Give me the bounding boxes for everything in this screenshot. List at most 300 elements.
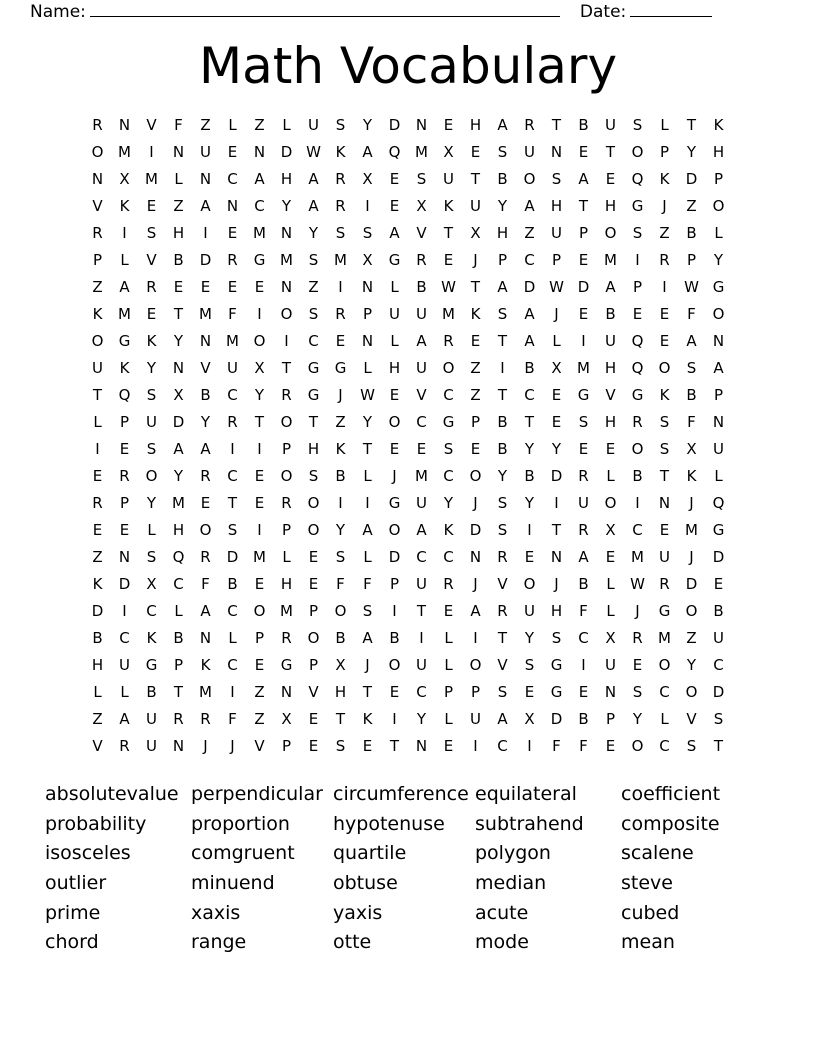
grid-cell[interactable]: A	[362, 629, 373, 647]
grid-cell[interactable]: S	[686, 737, 697, 755]
grid-cell[interactable]: E	[632, 656, 643, 674]
grid-cell[interactable]: E	[470, 440, 481, 458]
grid-cell[interactable]: P	[713, 386, 724, 404]
grid-cell[interactable]: T	[578, 197, 589, 215]
word-list-item[interactable]: comgruent	[191, 842, 295, 865]
grid-cell[interactable]: A	[119, 710, 130, 728]
grid-cell[interactable]: S	[416, 170, 427, 188]
grid-cell[interactable]: S	[632, 116, 643, 134]
word-list-item[interactable]: polygon	[475, 842, 551, 865]
grid-cell[interactable]: P	[281, 521, 292, 539]
word-list-item[interactable]: chord	[45, 931, 99, 954]
grid-cell[interactable]: O	[388, 656, 401, 674]
grid-cell[interactable]: Q	[631, 332, 644, 350]
grid-cell[interactable]: M	[415, 467, 428, 485]
grid-cell[interactable]: L	[174, 170, 183, 188]
grid-cell[interactable]: K	[119, 359, 130, 377]
grid-cell[interactable]: E	[470, 332, 481, 350]
grid-cell[interactable]: N	[550, 548, 563, 566]
grid-cell[interactable]: T	[605, 143, 616, 161]
grid-cell[interactable]: Z	[659, 224, 670, 242]
grid-cell[interactable]: L	[390, 332, 399, 350]
grid-cell[interactable]: S	[659, 413, 670, 431]
grid-cell[interactable]: U	[524, 143, 535, 161]
grid-cell[interactable]: I	[635, 494, 640, 512]
grid-cell[interactable]: S	[497, 494, 508, 512]
grid-cell[interactable]: B	[578, 575, 589, 593]
grid-cell[interactable]: I	[473, 737, 478, 755]
grid-cell[interactable]: S	[497, 305, 508, 323]
grid-cell[interactable]: I	[365, 197, 370, 215]
grid-cell[interactable]: Q	[631, 170, 644, 188]
grid-cell[interactable]: I	[203, 224, 208, 242]
grid-cell[interactable]: Z	[254, 116, 265, 134]
grid-cell[interactable]: S	[686, 359, 697, 377]
grid-cell[interactable]: N	[91, 170, 104, 188]
grid-cell[interactable]: R	[335, 170, 346, 188]
grid-cell[interactable]: C	[416, 413, 427, 431]
grid-cell[interactable]: C	[497, 737, 508, 755]
grid-cell[interactable]: S	[713, 710, 724, 728]
grid-cell[interactable]: S	[146, 440, 157, 458]
grid-cell[interactable]: C	[659, 737, 670, 755]
grid-cell[interactable]: X	[146, 575, 157, 593]
grid-cell[interactable]: N	[199, 170, 212, 188]
grid-cell[interactable]: F	[552, 737, 561, 755]
grid-cell[interactable]: U	[470, 710, 481, 728]
grid-cell[interactable]: Q	[172, 548, 185, 566]
grid-cell[interactable]: N	[469, 548, 482, 566]
grid-cell[interactable]: O	[631, 737, 644, 755]
grid-cell[interactable]: C	[227, 656, 238, 674]
word-list-item[interactable]: proportion	[191, 812, 290, 835]
grid-cell[interactable]: J	[689, 548, 694, 566]
grid-cell[interactable]: O	[685, 683, 698, 701]
grid-cell[interactable]: U	[92, 359, 103, 377]
grid-cell[interactable]: G	[334, 359, 347, 377]
grid-cell[interactable]: T	[281, 359, 292, 377]
grid-cell[interactable]: C	[227, 602, 238, 620]
word-list-item[interactable]: subtrahend	[475, 812, 584, 835]
grid-cell[interactable]: R	[443, 332, 454, 350]
grid-cell[interactable]: V	[254, 737, 265, 755]
grid-cell[interactable]: S	[308, 251, 319, 269]
grid-cell[interactable]: U	[443, 170, 454, 188]
grid-cell[interactable]: E	[389, 683, 400, 701]
grid-cell[interactable]: B	[92, 629, 103, 647]
grid-cell[interactable]: N	[199, 332, 212, 350]
grid-cell[interactable]: I	[527, 521, 532, 539]
grid-cell[interactable]: P	[119, 494, 130, 512]
grid-cell[interactable]: U	[713, 629, 724, 647]
grid-cell[interactable]: O	[631, 440, 644, 458]
grid-cell[interactable]: B	[497, 413, 508, 431]
grid-cell[interactable]: E	[335, 332, 346, 350]
word-list-item[interactable]: range	[191, 931, 247, 954]
grid-cell[interactable]: Y	[173, 467, 184, 485]
word-list-item[interactable]: otte	[333, 931, 372, 954]
date-write-line[interactable]	[630, 3, 712, 17]
grid-cell[interactable]: R	[524, 116, 535, 134]
grid-cell[interactable]: Y	[281, 197, 292, 215]
grid-cell[interactable]: C	[443, 467, 454, 485]
grid-cell[interactable]: J	[203, 737, 208, 755]
grid-cell[interactable]: O	[604, 494, 617, 512]
grid-cell[interactable]: U	[551, 224, 562, 242]
grid-cell[interactable]: D	[550, 710, 563, 728]
grid-cell[interactable]: P	[551, 251, 562, 269]
grid-cell[interactable]: E	[389, 197, 400, 215]
grid-cell[interactable]: U	[416, 305, 427, 323]
grid-cell[interactable]: I	[95, 440, 100, 458]
grid-cell[interactable]: E	[362, 737, 373, 755]
grid-cell[interactable]: L	[606, 467, 615, 485]
grid-cell[interactable]: M	[199, 305, 212, 323]
grid-cell[interactable]: X	[605, 629, 616, 647]
grid-cell[interactable]: A	[497, 710, 508, 728]
grid-cell[interactable]: O	[280, 413, 293, 431]
grid-cell[interactable]: W	[441, 278, 456, 296]
grid-cell[interactable]: X	[173, 386, 184, 404]
grid-cell[interactable]: M	[118, 143, 131, 161]
grid-cell[interactable]: U	[416, 359, 427, 377]
grid-cell[interactable]: L	[363, 359, 372, 377]
grid-cell[interactable]: O	[280, 305, 293, 323]
grid-cell[interactable]: E	[632, 305, 643, 323]
grid-cell[interactable]: G	[712, 521, 725, 539]
grid-cell[interactable]: P	[92, 251, 103, 269]
grid-cell[interactable]: G	[307, 386, 320, 404]
grid-cell[interactable]: V	[92, 197, 103, 215]
word-list-item[interactable]: yaxis	[333, 901, 383, 924]
grid-cell[interactable]: K	[659, 170, 670, 188]
grid-cell[interactable]: W	[306, 143, 321, 161]
grid-cell[interactable]: R	[281, 629, 292, 647]
grid-cell[interactable]: E	[92, 521, 103, 539]
grid-cell[interactable]: L	[228, 116, 237, 134]
grid-cell[interactable]: P	[362, 305, 373, 323]
grid-cell[interactable]: U	[227, 359, 238, 377]
grid-cell[interactable]: C	[146, 602, 157, 620]
grid-cell[interactable]: P	[605, 710, 616, 728]
grid-cell[interactable]: F	[174, 116, 183, 134]
grid-cell[interactable]: B	[200, 386, 211, 404]
grid-cell[interactable]: B	[578, 710, 589, 728]
grid-cell[interactable]: X	[119, 170, 130, 188]
grid-cell[interactable]: F	[228, 710, 237, 728]
grid-cell[interactable]: D	[469, 521, 482, 539]
word-list-item[interactable]: hypotenuse	[333, 812, 445, 835]
grid-cell[interactable]: V	[497, 656, 508, 674]
grid-cell[interactable]: T	[551, 116, 562, 134]
name-write-line[interactable]	[90, 3, 560, 17]
grid-cell[interactable]: G	[118, 332, 131, 350]
grid-cell[interactable]: U	[713, 440, 724, 458]
grid-cell[interactable]: G	[253, 251, 266, 269]
grid-cell[interactable]: V	[416, 386, 427, 404]
word-list-item[interactable]: absolutevalue	[45, 783, 179, 805]
grid-cell[interactable]: K	[335, 143, 346, 161]
grid-cell[interactable]: J	[365, 656, 370, 674]
grid-cell[interactable]: A	[200, 197, 211, 215]
grid-cell[interactable]: F	[579, 737, 588, 755]
grid-cell[interactable]: N	[253, 143, 266, 161]
grid-cell[interactable]: E	[443, 602, 454, 620]
grid-cell[interactable]: U	[416, 575, 427, 593]
grid-cell[interactable]: L	[282, 116, 291, 134]
grid-cell[interactable]: E	[659, 521, 670, 539]
grid-cell[interactable]: C	[524, 386, 535, 404]
grid-cell[interactable]: H	[307, 440, 320, 458]
grid-cell[interactable]: R	[335, 197, 346, 215]
grid-cell[interactable]: G	[631, 197, 644, 215]
grid-cell[interactable]: L	[147, 521, 156, 539]
grid-cell[interactable]: K	[443, 521, 454, 539]
grid-cell[interactable]: L	[606, 602, 615, 620]
grid-cell[interactable]: G	[388, 494, 401, 512]
grid-cell[interactable]: G	[631, 386, 644, 404]
grid-cell[interactable]: R	[200, 710, 211, 728]
grid-cell[interactable]: X	[416, 197, 427, 215]
grid-cell[interactable]: C	[173, 575, 184, 593]
grid-cell[interactable]: K	[362, 710, 373, 728]
grid-cell[interactable]: N	[199, 629, 212, 647]
grid-cell[interactable]: B	[713, 602, 724, 620]
grid-cell[interactable]: M	[172, 494, 185, 512]
grid-cell[interactable]: H	[550, 197, 563, 215]
grid-cell[interactable]: K	[92, 305, 103, 323]
grid-cell[interactable]: O	[91, 143, 104, 161]
grid-cell[interactable]: S	[227, 521, 238, 539]
grid-cell[interactable]: N	[172, 359, 185, 377]
grid-cell[interactable]: C	[524, 251, 535, 269]
grid-cell[interactable]: H	[334, 683, 347, 701]
grid-cell[interactable]: I	[149, 143, 154, 161]
grid-cell[interactable]: Y	[146, 359, 157, 377]
grid-cell[interactable]: E	[578, 143, 589, 161]
grid-cell[interactable]: D	[550, 467, 563, 485]
grid-cell[interactable]: P	[632, 278, 643, 296]
grid-cell[interactable]: G	[658, 602, 671, 620]
grid-cell[interactable]: X	[335, 656, 346, 674]
grid-cell[interactable]: M	[280, 602, 293, 620]
grid-cell[interactable]: Z	[470, 359, 481, 377]
grid-cell[interactable]: C	[443, 548, 454, 566]
grid-cell[interactable]: E	[578, 305, 589, 323]
grid-cell[interactable]: E	[308, 548, 319, 566]
grid-cell[interactable]: U	[200, 143, 211, 161]
grid-cell[interactable]: X	[551, 359, 562, 377]
grid-cell[interactable]: Y	[551, 440, 562, 458]
grid-cell[interactable]: Y	[443, 494, 454, 512]
grid-cell[interactable]: K	[119, 197, 130, 215]
grid-cell[interactable]: E	[713, 575, 724, 593]
grid-cell[interactable]: A	[497, 278, 508, 296]
grid-cell[interactable]: R	[659, 575, 670, 593]
grid-cell[interactable]: H	[712, 143, 725, 161]
grid-cell[interactable]: L	[714, 467, 723, 485]
grid-cell[interactable]: E	[227, 224, 238, 242]
grid-cell[interactable]: C	[659, 683, 670, 701]
grid-cell[interactable]: A	[308, 197, 319, 215]
grid-cell[interactable]: S	[146, 224, 157, 242]
grid-cell[interactable]: L	[714, 224, 723, 242]
grid-cell[interactable]: D	[685, 170, 698, 188]
grid-cell[interactable]: Y	[497, 467, 508, 485]
grid-cell[interactable]: L	[120, 251, 129, 269]
grid-cell[interactable]: C	[713, 656, 724, 674]
grid-cell[interactable]: R	[335, 305, 346, 323]
grid-cell[interactable]: A	[578, 170, 589, 188]
grid-cell[interactable]: B	[524, 359, 535, 377]
grid-cell[interactable]: Z	[524, 224, 535, 242]
grid-cell[interactable]: X	[254, 359, 265, 377]
grid-cell[interactable]: E	[254, 467, 265, 485]
grid-cell[interactable]: M	[334, 251, 347, 269]
grid-cell[interactable]: E	[200, 494, 211, 512]
grid-cell[interactable]: H	[280, 170, 293, 188]
grid-cell[interactable]: V	[416, 224, 427, 242]
grid-cell[interactable]: Y	[308, 224, 319, 242]
grid-cell[interactable]: B	[227, 575, 238, 593]
grid-cell[interactable]: E	[254, 278, 265, 296]
grid-cell[interactable]: D	[172, 413, 185, 431]
grid-cell[interactable]: R	[281, 386, 292, 404]
grid-cell[interactable]: I	[527, 737, 532, 755]
grid-cell[interactable]: R	[578, 467, 589, 485]
grid-cell[interactable]: O	[604, 224, 617, 242]
grid-cell[interactable]: I	[284, 332, 289, 350]
grid-cell[interactable]: P	[443, 683, 454, 701]
grid-cell[interactable]: M	[658, 629, 671, 647]
grid-cell[interactable]: I	[122, 224, 127, 242]
grid-cell[interactable]: A	[254, 170, 265, 188]
grid-cell[interactable]: T	[497, 629, 508, 647]
grid-cell[interactable]: H	[91, 656, 104, 674]
grid-cell[interactable]: B	[686, 224, 697, 242]
grid-cell[interactable]: Z	[308, 278, 319, 296]
grid-cell[interactable]: U	[578, 494, 589, 512]
grid-cell[interactable]: C	[254, 197, 265, 215]
grid-cell[interactable]: Z	[686, 629, 697, 647]
grid-cell[interactable]: N	[118, 116, 131, 134]
grid-cell[interactable]: R	[119, 737, 130, 755]
grid-cell[interactable]: B	[416, 278, 427, 296]
grid-cell[interactable]: R	[92, 116, 103, 134]
grid-cell[interactable]: H	[604, 359, 617, 377]
grid-cell[interactable]: Y	[173, 332, 184, 350]
grid-cell[interactable]: V	[686, 710, 697, 728]
grid-cell[interactable]: P	[497, 251, 508, 269]
grid-cell[interactable]: T	[686, 116, 697, 134]
grid-cell[interactable]: E	[578, 440, 589, 458]
grid-cell[interactable]: T	[551, 521, 562, 539]
grid-cell[interactable]: S	[524, 656, 535, 674]
grid-cell[interactable]: P	[470, 413, 481, 431]
grid-cell[interactable]: L	[120, 683, 129, 701]
grid-cell[interactable]: R	[632, 629, 643, 647]
grid-cell[interactable]: M	[118, 305, 131, 323]
grid-cell[interactable]: V	[605, 386, 616, 404]
grid-cell[interactable]: I	[257, 305, 262, 323]
grid-cell[interactable]: K	[470, 305, 481, 323]
grid-cell[interactable]: C	[227, 386, 238, 404]
grid-cell[interactable]: O	[253, 602, 266, 620]
grid-cell[interactable]: R	[227, 413, 238, 431]
grid-cell[interactable]: E	[416, 440, 427, 458]
grid-cell[interactable]: O	[334, 602, 347, 620]
grid-cell[interactable]: A	[200, 440, 211, 458]
grid-cell[interactable]: H	[604, 197, 617, 215]
grid-cell[interactable]: B	[686, 386, 697, 404]
grid-cell[interactable]: A	[416, 521, 427, 539]
grid-cell[interactable]: I	[392, 602, 397, 620]
grid-cell[interactable]: B	[578, 116, 589, 134]
grid-cell[interactable]: M	[253, 224, 266, 242]
grid-cell[interactable]: Y	[416, 710, 427, 728]
grid-cell[interactable]: T	[443, 224, 454, 242]
grid-cell[interactable]: C	[443, 386, 454, 404]
grid-cell[interactable]: O	[307, 629, 320, 647]
grid-cell[interactable]: I	[662, 278, 667, 296]
grid-cell[interactable]: P	[308, 656, 319, 674]
grid-cell[interactable]: X	[686, 440, 697, 458]
grid-cell[interactable]: D	[712, 548, 725, 566]
grid-cell[interactable]: R	[497, 602, 508, 620]
grid-cell[interactable]: E	[605, 170, 616, 188]
grid-cell[interactable]: T	[308, 413, 319, 431]
grid-cell[interactable]: W	[360, 386, 375, 404]
grid-cell[interactable]: S	[308, 305, 319, 323]
grid-cell[interactable]: P	[578, 224, 589, 242]
grid-cell[interactable]: B	[146, 683, 157, 701]
grid-cell[interactable]: I	[581, 332, 586, 350]
grid-cell[interactable]: T	[362, 440, 373, 458]
grid-cell[interactable]: M	[604, 251, 617, 269]
grid-cell[interactable]: B	[497, 440, 508, 458]
grid-cell[interactable]: E	[119, 521, 130, 539]
word-list-item[interactable]: cubed	[621, 901, 680, 924]
grid-cell[interactable]: T	[335, 710, 346, 728]
grid-cell[interactable]: U	[470, 197, 481, 215]
grid-cell[interactable]: I	[500, 359, 505, 377]
grid-cell[interactable]: C	[227, 467, 238, 485]
grid-cell[interactable]: R	[119, 467, 130, 485]
grid-cell[interactable]: O	[199, 521, 212, 539]
grid-cell[interactable]: R	[497, 548, 508, 566]
grid-cell[interactable]: S	[497, 143, 508, 161]
grid-cell[interactable]: E	[605, 440, 616, 458]
grid-cell[interactable]: N	[658, 494, 671, 512]
grid-cell[interactable]: E	[227, 143, 238, 161]
grid-cell[interactable]: E	[578, 683, 589, 701]
grid-cell[interactable]: M	[199, 683, 212, 701]
grid-cell[interactable]: F	[579, 602, 588, 620]
grid-cell[interactable]: E	[92, 467, 103, 485]
grid-cell[interactable]: J	[554, 305, 559, 323]
grid-cell[interactable]: G	[280, 656, 293, 674]
grid-cell[interactable]: M	[253, 548, 266, 566]
grid-cell[interactable]: Q	[631, 359, 644, 377]
grid-cell[interactable]: K	[686, 467, 697, 485]
grid-cell[interactable]: D	[280, 143, 293, 161]
word-list-item[interactable]: perpendicular	[191, 783, 323, 805]
grid-cell[interactable]: A	[497, 116, 508, 134]
grid-cell[interactable]: Z	[173, 197, 184, 215]
grid-cell[interactable]: M	[577, 359, 590, 377]
grid-cell[interactable]: G	[145, 656, 158, 674]
grid-cell[interactable]: G	[388, 251, 401, 269]
